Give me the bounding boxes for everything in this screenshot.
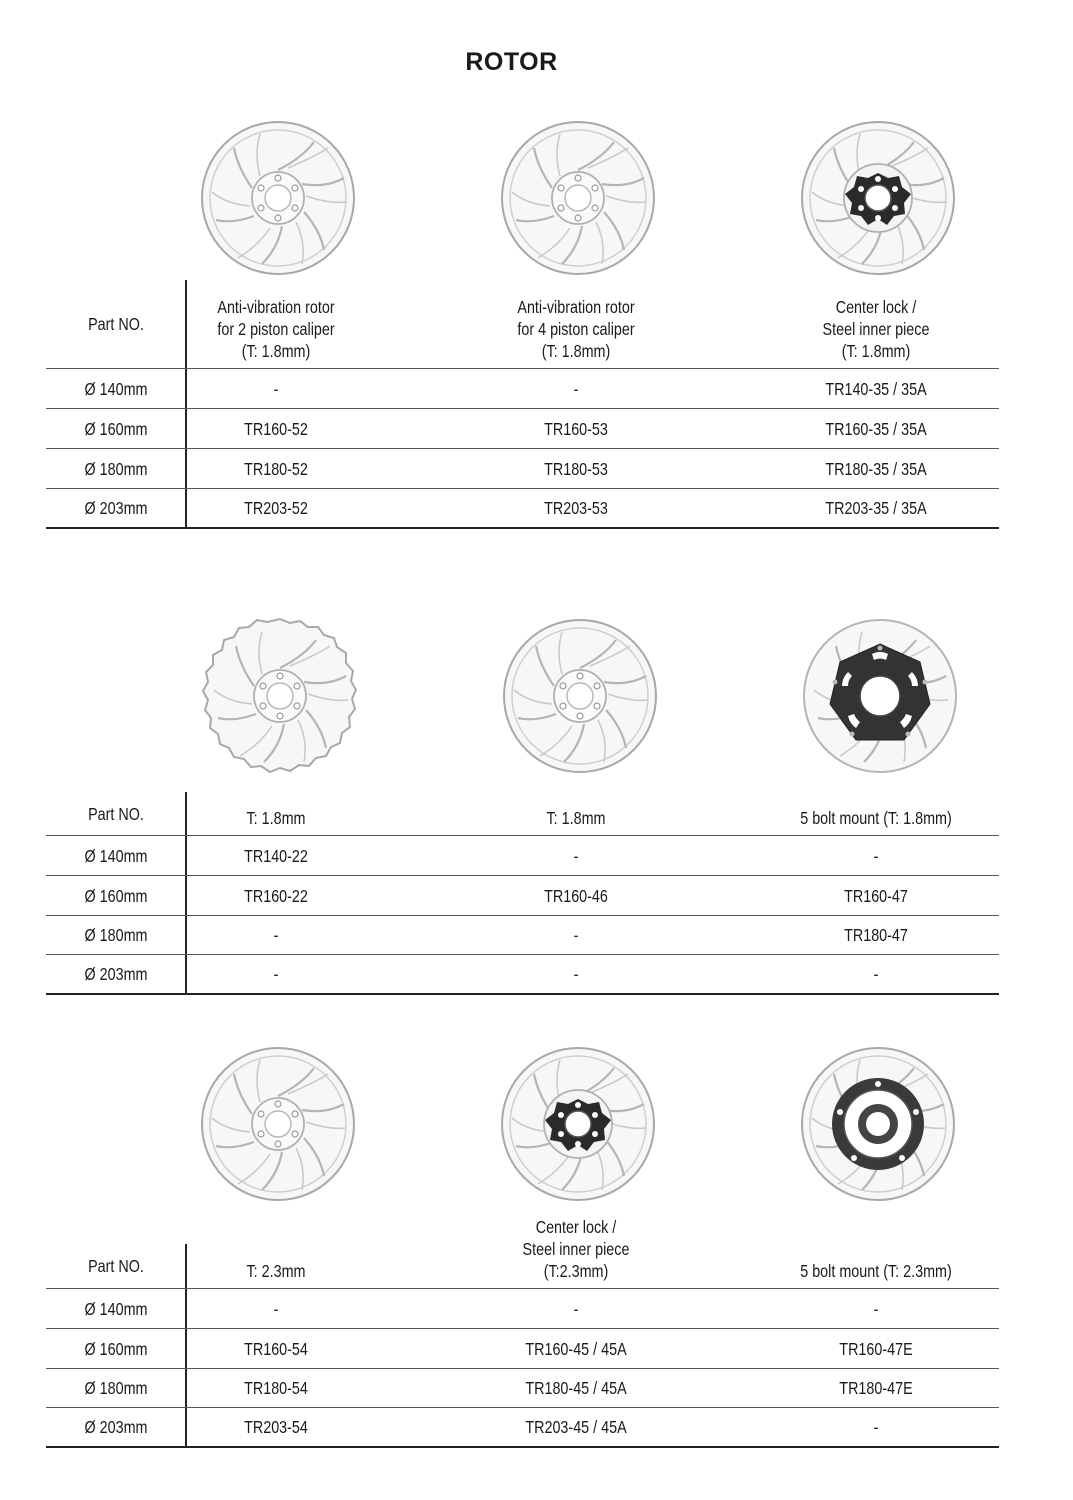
part-cell: - bbox=[873, 845, 879, 866]
part-cell: - bbox=[573, 964, 579, 984]
table-row bbox=[46, 876, 999, 916]
column-header: Center lock / Steel inner piece (T:2.3mm) bbox=[522, 1217, 630, 1281]
column-header: Anti-vibration rotor for 2 piston caliper (T: 1.8mm) bbox=[217, 297, 335, 361]
table-header-row bbox=[46, 1212, 999, 1289]
part-cell: TR203-53 bbox=[544, 498, 608, 518]
table-row bbox=[46, 836, 999, 876]
rotor-image-2-3mm bbox=[198, 1044, 358, 1204]
column-header: Center lock / Steel inner piece (T: 1.8mm) bbox=[822, 297, 930, 361]
part-cell: - bbox=[273, 378, 279, 399]
part-cell: - bbox=[573, 845, 579, 866]
table-row bbox=[46, 955, 999, 995]
table-row bbox=[46, 1369, 999, 1408]
rotor-image-center-lock-2-3mm bbox=[498, 1044, 658, 1204]
rotor-image-5-bolt-2-3mm bbox=[798, 1044, 958, 1204]
table-header-row bbox=[46, 280, 999, 369]
part-cell: TR160-52 bbox=[244, 418, 308, 439]
part-cell: TR180-47 bbox=[844, 925, 908, 945]
part-cell: TR180-35 / 35A bbox=[825, 458, 927, 479]
part-cell: TR180-54 bbox=[244, 1378, 308, 1398]
table-row bbox=[46, 369, 999, 409]
part-cell: TR160-45 / 45A bbox=[525, 1338, 627, 1359]
part-cell: TR180-52 bbox=[244, 458, 308, 479]
size-cell: Ø 203mm bbox=[84, 1417, 148, 1437]
part-cell: TR180-45 / 45A bbox=[525, 1378, 627, 1398]
part-cell: TR180-47E bbox=[839, 1378, 913, 1398]
part-cell: TR160-54 bbox=[244, 1338, 308, 1359]
part-cell: TR160-35 / 35A bbox=[825, 418, 927, 439]
part-cell: TR160-47E bbox=[839, 1338, 913, 1359]
table-header-row bbox=[46, 792, 999, 836]
part-no-header: Part NO. bbox=[88, 803, 144, 824]
rotor-image-wave bbox=[200, 616, 360, 776]
part-no-header: Part NO. bbox=[88, 314, 144, 334]
part-cell: - bbox=[573, 925, 579, 945]
table-row bbox=[46, 1329, 999, 1369]
rotor-image-5-bolt bbox=[800, 616, 960, 776]
rotor-image-anti-vibration-4-piston bbox=[498, 118, 658, 278]
part-cell: - bbox=[273, 964, 279, 984]
table-row bbox=[46, 916, 999, 955]
column-header: T: 1.8mm bbox=[246, 808, 306, 828]
part-cell: - bbox=[873, 1298, 879, 1319]
rotor-image-center-lock bbox=[798, 118, 958, 278]
column-header: 5 bolt mount (T: 1.8mm) bbox=[800, 808, 952, 828]
part-cell: - bbox=[573, 1298, 579, 1319]
part-cell: - bbox=[873, 1417, 879, 1437]
part-cell: TR203-35 / 35A bbox=[825, 498, 927, 518]
part-cell: TR203-54 bbox=[244, 1417, 308, 1437]
column-header: T: 2.3mm bbox=[246, 1261, 306, 1281]
table-row bbox=[46, 409, 999, 449]
part-cell: TR160-22 bbox=[244, 885, 308, 906]
table-row bbox=[46, 1408, 999, 1448]
page-title: ROTOR bbox=[465, 48, 558, 76]
part-cell: TR203-45 / 45A bbox=[525, 1417, 627, 1437]
part-cell: - bbox=[273, 925, 279, 945]
table-row bbox=[46, 1289, 999, 1329]
size-cell: Ø 160mm bbox=[84, 418, 148, 439]
size-cell: Ø 140mm bbox=[84, 378, 148, 399]
part-cell: TR140-35 / 35A bbox=[825, 378, 927, 399]
part-cell: TR160-46 bbox=[544, 885, 608, 906]
column-header: T: 1.8mm bbox=[546, 808, 606, 828]
part-no-header: Part NO. bbox=[88, 1256, 144, 1276]
part-cell: TR140-22 bbox=[244, 845, 308, 866]
size-cell: Ø 140mm bbox=[84, 845, 148, 866]
table-row bbox=[46, 489, 999, 529]
part-cell: TR160-47 bbox=[844, 885, 908, 906]
rotor-image-anti-vibration-2-piston bbox=[198, 118, 358, 278]
size-cell: Ø 160mm bbox=[84, 885, 148, 906]
column-header: 5 bolt mount (T: 2.3mm) bbox=[800, 1261, 952, 1281]
size-cell: Ø 180mm bbox=[84, 458, 148, 479]
rotor-image-floating bbox=[500, 616, 660, 776]
part-cell: TR160-53 bbox=[544, 418, 608, 439]
table-row bbox=[46, 449, 999, 489]
part-cell: TR203-52 bbox=[244, 498, 308, 518]
part-cell: - bbox=[273, 1298, 279, 1319]
part-cell: TR180-53 bbox=[544, 458, 608, 479]
size-cell: Ø 140mm bbox=[84, 1298, 148, 1319]
size-cell: Ø 180mm bbox=[84, 1378, 148, 1398]
column-header: Anti-vibration rotor for 4 piston caliper (T: 1.8mm) bbox=[517, 297, 635, 361]
size-cell: Ø 180mm bbox=[84, 925, 148, 945]
part-cell: - bbox=[873, 964, 879, 984]
part-cell: - bbox=[573, 378, 579, 399]
size-cell: Ø 160mm bbox=[84, 1338, 148, 1359]
size-cell: Ø 203mm bbox=[84, 964, 148, 984]
size-cell: Ø 203mm bbox=[84, 498, 148, 518]
